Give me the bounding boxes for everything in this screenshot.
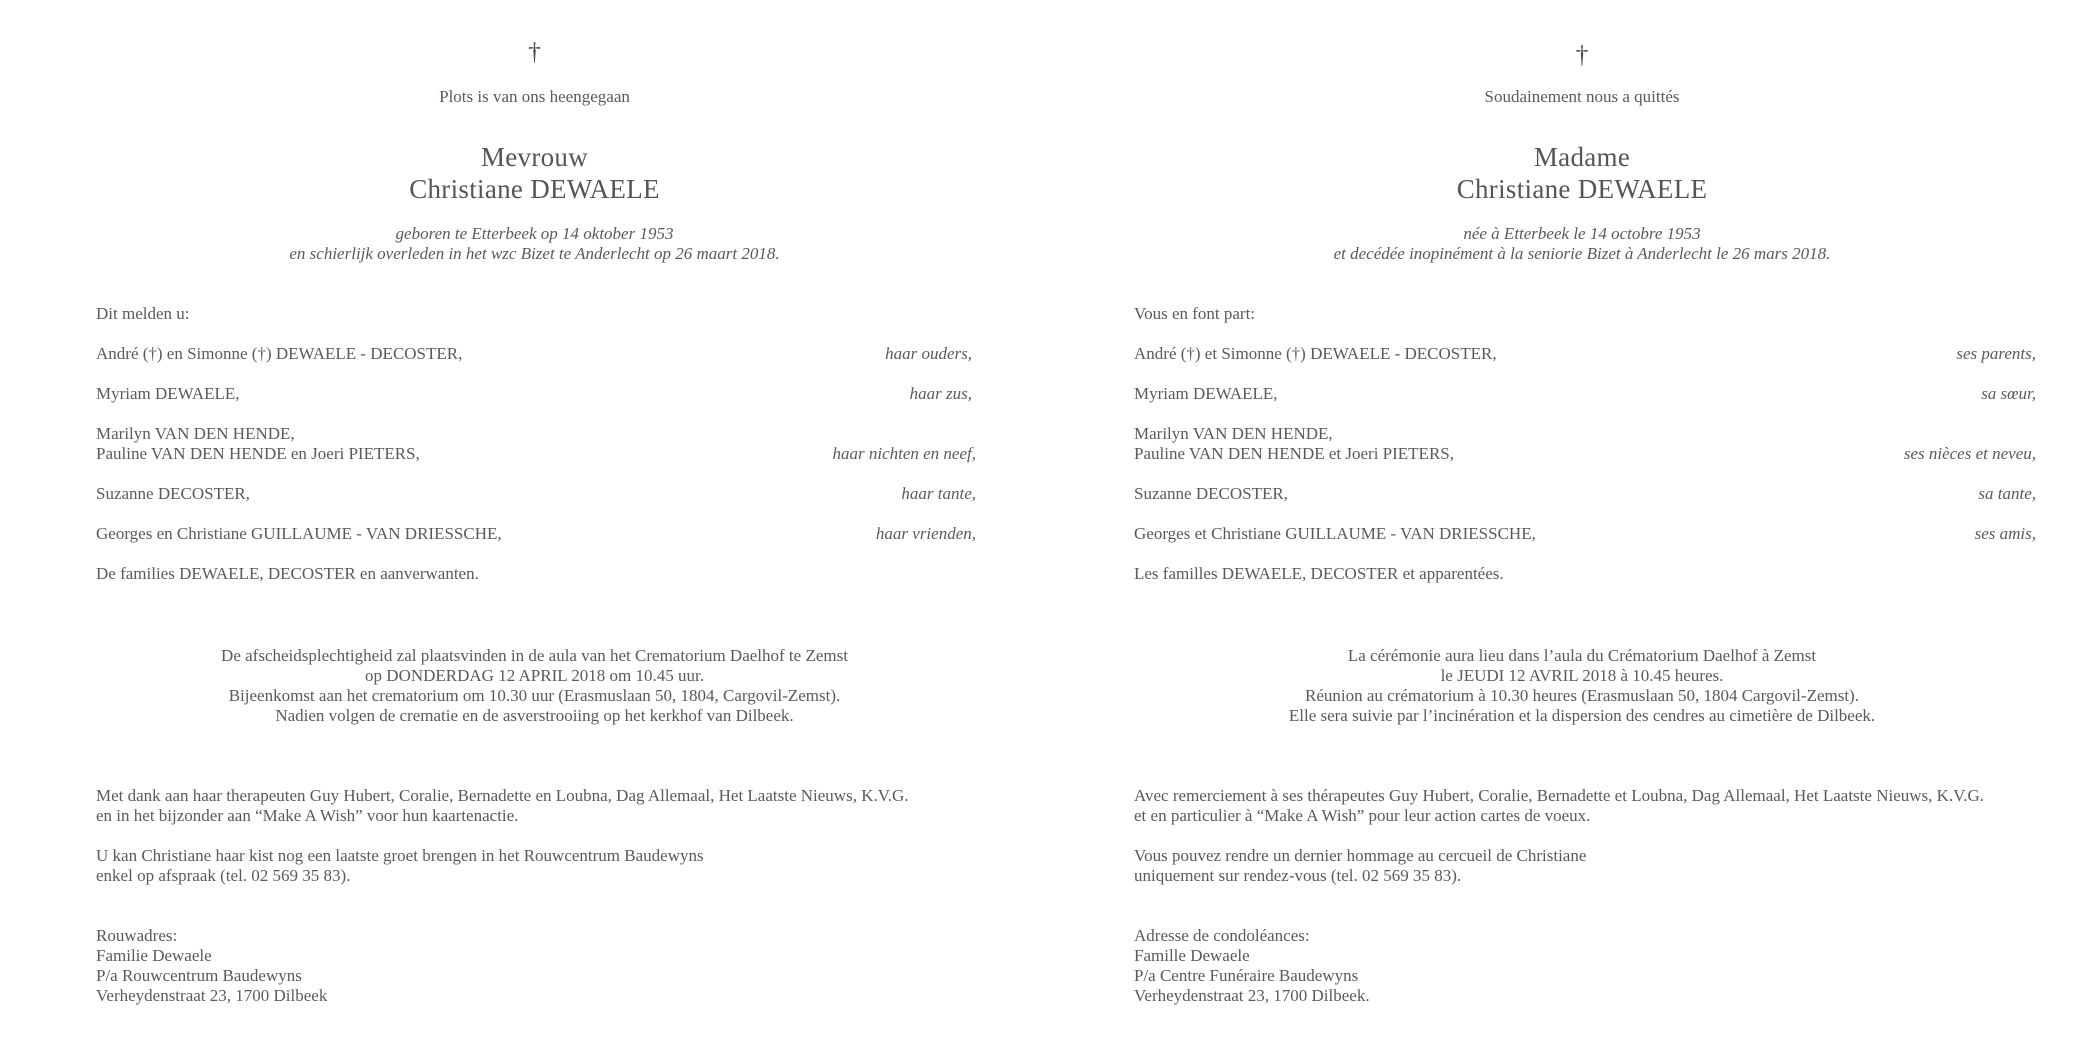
family-row bbox=[96, 484, 976, 504]
thanks-text bbox=[1134, 786, 1984, 826]
family-relation: ses nièces et neveu, bbox=[1903, 444, 2036, 463]
thanks-line: et en particulier à “Make A Wish” pour leur action cartes de voeux. bbox=[1134, 806, 1591, 825]
ceremony-line: Réunion au crématorium à 10.30 heures (Erasmuslaan 50, 1804 Cargovil-Zemst). bbox=[1305, 686, 1859, 705]
family-relation: ses parents, bbox=[1956, 344, 2036, 363]
families-line: Les familles DEWAELE, DECOSTER et apparentées. bbox=[1134, 564, 1504, 583]
honorific: Madame bbox=[1533, 142, 1631, 172]
visit-line: U kan Christiane haar kist nog een laatste groet brengen in het Rouwcentrum Baudewyns bbox=[96, 846, 704, 865]
family-row bbox=[96, 384, 972, 404]
family-relation: haar ouders, bbox=[885, 344, 972, 363]
family-row bbox=[1134, 524, 2036, 544]
french-announcement-page bbox=[1049, 0, 2098, 1049]
family-relation: haar zus, bbox=[909, 384, 972, 403]
visit-text bbox=[96, 846, 704, 886]
family-relation: sa sœur, bbox=[1981, 384, 2036, 403]
family-row bbox=[96, 524, 976, 544]
family-names: Myriam DEWAELE, bbox=[1134, 384, 1278, 403]
family-relation: sa tante, bbox=[1978, 484, 2036, 503]
family-relation: haar tante, bbox=[901, 484, 976, 503]
address-line: P/a Rouwcentrum Baudewyns bbox=[96, 966, 302, 985]
families-line: De families DEWAELE, DECOSTER en aanverwanten. bbox=[96, 564, 479, 583]
family-names: Suzanne DECOSTER, bbox=[1134, 484, 1288, 503]
deceased-name: Christiane DEWAELE bbox=[409, 174, 660, 204]
visit-line: enkel op afspraak (tel. 02 569 35 83). bbox=[96, 866, 351, 885]
family-row bbox=[1134, 344, 2036, 364]
family-names: Marilyn VAN DEN HENDE, bbox=[1134, 424, 1333, 443]
ceremony-line: Elle sera suivie par l’incinération et la dispersion des cendres au cimetière de Dilbeek. bbox=[1288, 706, 1876, 725]
ceremony-line: Nadien volgen de crematie en de asverstrooiing op het kerkhof van Dilbeek. bbox=[275, 706, 794, 725]
ceremony-line: Bijeenkomst aan het crematorium om 10.30 uur (Erasmuslaan 50, 1804, Cargovil-Zemst). bbox=[228, 686, 841, 705]
death-line: en schierlijk overleden in het wzc Bizet te Anderlecht op 26 maart 2018. bbox=[289, 244, 780, 263]
address-line: Verheydenstraat 23, 1700 Dilbeek bbox=[96, 986, 328, 1005]
announce-text: Dit melden u: bbox=[96, 304, 190, 323]
ceremony-details bbox=[0, 646, 1069, 726]
family-row bbox=[96, 344, 972, 364]
family-relation: ses amis, bbox=[1974, 524, 2036, 543]
visit-line: uniquement sur rendez-vous (tel. 02 569 35 83). bbox=[1134, 866, 1462, 885]
address-line: Verheydenstraat 23, 1700 Dilbeek. bbox=[1134, 986, 1370, 1005]
family-names: Myriam DEWAELE, bbox=[96, 384, 240, 403]
family-names: Georges et Christiane GUILLAUME - VAN DRIESSCHE, bbox=[1134, 524, 1536, 543]
cross-symbol: † bbox=[1575, 42, 1589, 69]
condolence-address bbox=[1134, 926, 1370, 1006]
family-names: Pauline VAN DEN HENDE et Joeri PIETERS, bbox=[1134, 444, 1454, 463]
family-names: André (†) en Simonne (†) DEWAELE - DECOSTER, bbox=[96, 344, 463, 363]
death-line: et decédée inopinément à la seniorie Bizet à Anderlecht le 26 mars 2018. bbox=[1333, 244, 1831, 263]
thanks-line: en in het bijzonder aan “Make A Wish” voor hun kaartenactie. bbox=[96, 806, 519, 825]
address-line: Adresse de condoléances: bbox=[1134, 926, 1310, 945]
visit-text bbox=[1134, 846, 1586, 886]
ceremony-line: op DONDERDAG 12 APRIL 2018 om 10.45 uur. bbox=[365, 666, 704, 685]
family-names: André (†) et Simonne (†) DEWAELE - DECOSTER, bbox=[1134, 344, 1497, 363]
birth-line: née à Etterbeek le 14 octobre 1953 bbox=[1463, 224, 1701, 243]
address-line: Famille Dewaele bbox=[1134, 946, 1250, 965]
address-line: Rouwadres: bbox=[96, 926, 178, 945]
ceremony-line: La cérémonie aura lieu dans l’aula du Crématorium Daelhof à Zemst bbox=[1347, 646, 1817, 665]
family-names: Pauline VAN DEN HENDE en Joeri PIETERS, bbox=[96, 444, 420, 463]
family-names: Georges en Christiane GUILLAUME - VAN DRIESSCHE, bbox=[96, 524, 502, 543]
condolence-address bbox=[96, 926, 327, 1006]
ceremony-line: De afscheidsplechtigheid zal plaatsvinden in de aula van het Crematorium Daelhof te Zemst bbox=[221, 646, 848, 665]
visit-line: Vous pouvez rendre un dernier hommage au cercueil de Christiane bbox=[1134, 846, 1587, 865]
deceased-name: Christiane DEWAELE bbox=[1456, 174, 1708, 204]
intro-text: Soudainement nous a quittés bbox=[1484, 87, 1680, 106]
family-relation: haar nichten en neef, bbox=[832, 444, 976, 463]
honorific: Mevrouw bbox=[480, 142, 589, 172]
cross-symbol: † bbox=[528, 39, 541, 66]
family-names: Marilyn VAN DEN HENDE, bbox=[96, 424, 295, 443]
family-row bbox=[1134, 384, 2036, 404]
birth-line: geboren te Etterbeek op 14 oktober 1953 bbox=[395, 224, 674, 243]
family-row bbox=[96, 424, 976, 464]
family-row bbox=[1134, 424, 2036, 464]
family-names: Suzanne DECOSTER, bbox=[96, 484, 250, 503]
announce-text: Vous en font part: bbox=[1134, 304, 1256, 323]
thanks-line: Met dank aan haar therapeuten Guy Hubert, Coralie, Bernadette en Loubna, Dag Allemaal, Het Laatste Nieuws, K.V.G. bbox=[96, 786, 909, 805]
intro-text: Plots is van ons heengegaan bbox=[439, 87, 630, 106]
ceremony-details bbox=[1049, 646, 2098, 726]
thanks-line: Avec remerciement à ses thérapeutes Guy Hubert, Coralie, Bernadette et Loubna, Dag Allemaal, Het Laatste Nieuws, K.V.G. bbox=[1134, 786, 1985, 805]
address-line: Familie Dewaele bbox=[96, 946, 212, 965]
thanks-text bbox=[96, 786, 909, 826]
family-relation: haar vrienden, bbox=[875, 524, 976, 543]
address-line: P/a Centre Funéraire Baudewyns bbox=[1134, 966, 1359, 985]
family-row bbox=[1134, 484, 2036, 504]
ceremony-line: le JEUDI 12 AVRIL 2018 à 10.45 heures. bbox=[1440, 666, 1724, 685]
